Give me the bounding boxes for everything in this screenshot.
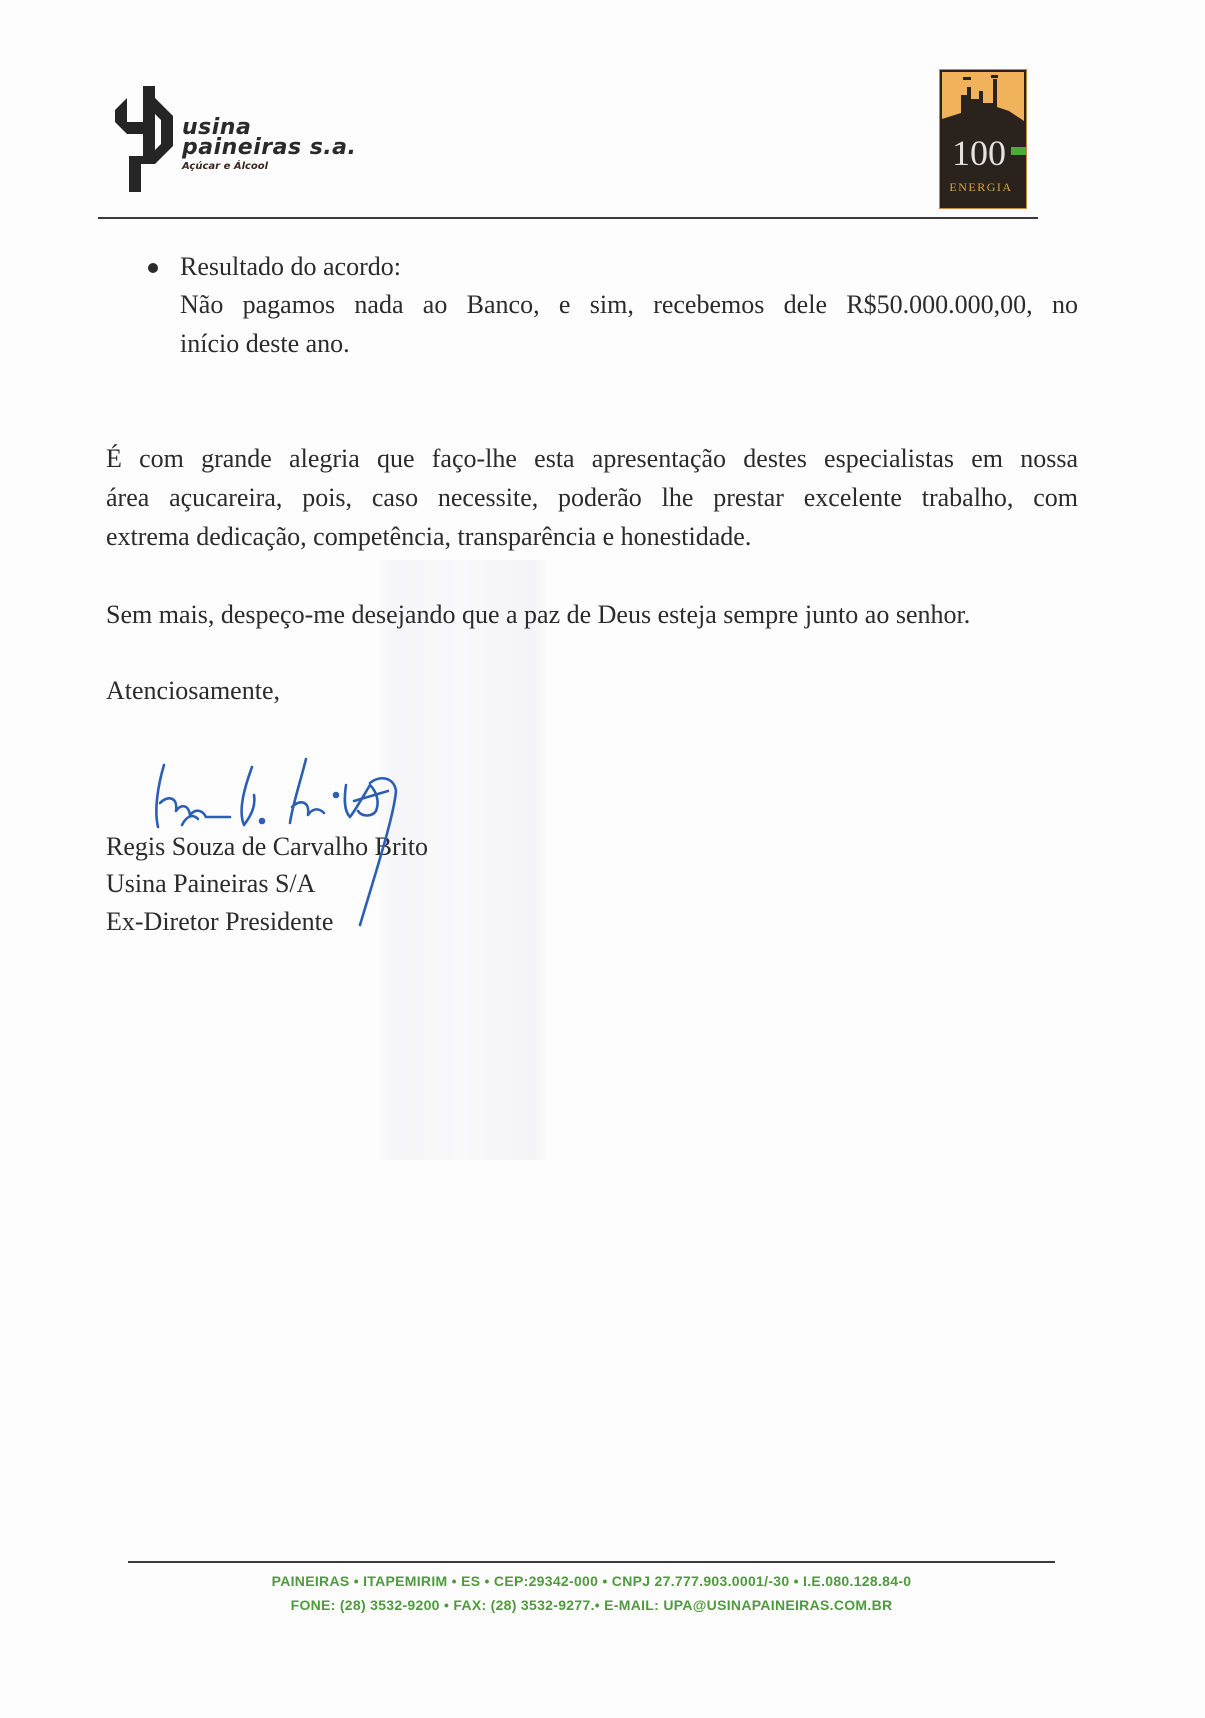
footer-address-line: PAINEIRAS • ITAPEMIRIM • ES • CEP:29342-000 • CNPJ 27.777.903.0001/-30 • I.E.080.128.84-0 (271, 1573, 912, 1589)
paragraph1-line1: É com grande alegria que faço-lhe esta apresentação destes especialistas em nossa (106, 444, 1078, 473)
signer-name: Regis Souza de Carvalho Brito (106, 832, 429, 861)
signer-title: Ex-Diretor Presidente (106, 907, 334, 936)
closing-salutation: Atenciosamente, (106, 676, 280, 705)
signer-company: Usina Paineiras S/A (106, 869, 316, 898)
paragraph1-line3: extrema dedicação, competência, transparência e honestidade. (106, 522, 752, 551)
paragraph1-line2: área açucareira, pois, caso necessite, poderão lhe prestar excelente trabalho, com (106, 483, 1078, 512)
bullet-icon (148, 263, 158, 273)
bullet-text-line1: Não pagamos nada ao Banco, e sim, recebemos dele R$50.000.000,00, no (180, 290, 1078, 319)
company-name-line2: paineiras s.a. (182, 135, 357, 160)
handwritten-signature (140, 755, 480, 935)
company-tagline: Açúcar e Álcool (182, 161, 269, 172)
usina-paineiras-logo-icon (113, 84, 177, 192)
header-divider (98, 217, 1038, 219)
footer-divider (128, 1561, 1055, 1563)
bullet-text-line2: início deste ano. (180, 329, 350, 358)
company-name-line1: usina (182, 115, 252, 140)
centenary-number: 100 (952, 133, 1006, 173)
bullet-heading: Resultado do acordo: (180, 252, 401, 281)
centenary-word: ENERGIA (949, 180, 1013, 194)
centenary-energy-logo-icon (939, 69, 1027, 209)
footer-contact-line: FONE: (28) 3532-9200 • FAX: (28) 3532-9277.• E-MAIL: UPA@USINAPAINEIRAS.COM.BR (290, 1597, 893, 1613)
company-brand (182, 115, 357, 172)
paragraph2: Sem mais, despeço-me desejando que a paz de Deus esteja sempre junto ao senhor. (106, 600, 971, 629)
